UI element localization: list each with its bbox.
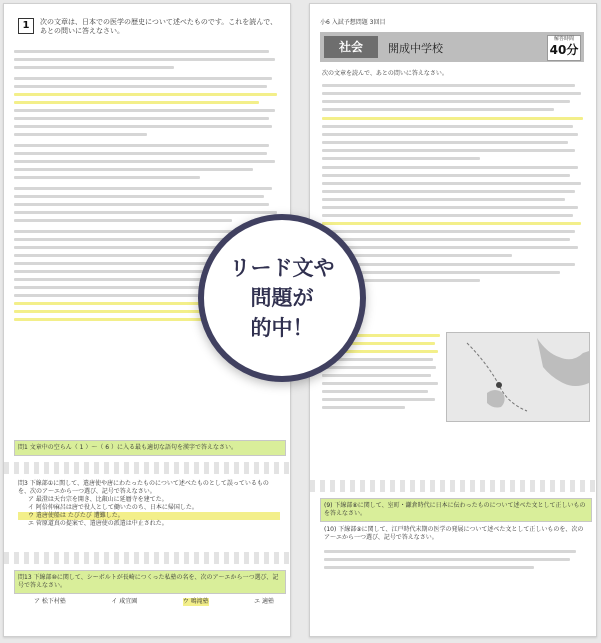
- time-box: [547, 35, 581, 61]
- choice-d: エ 適塾: [254, 598, 274, 605]
- time-value: 40分: [549, 43, 579, 57]
- test-header-label: 小6 入試予想問題 3回目: [320, 19, 386, 26]
- subject-label: 社会: [324, 36, 378, 58]
- choice-c: ウ 鳴滝塾: [182, 598, 209, 605]
- highlight-bubble: [198, 214, 366, 382]
- page-break: [4, 462, 290, 474]
- subject-header: [320, 32, 584, 62]
- page-break: [4, 552, 290, 564]
- bottom-subquestion: (10) 下線部⑨に関して、江戸時代末期の医学の発展について述べた文として正しいものを、次のア～エから一つ選び、記号で答えなさい。: [324, 526, 584, 541]
- bubble-line-1: リード文や: [229, 256, 335, 280]
- right-passage-body: [322, 84, 586, 287]
- time-label: 解答時間: [553, 36, 574, 42]
- bottom-question: (9) 下線部⑧に関して、室町・鎌倉時代に日本に伝わったものについて述べた文として正しいものを答えなさい。: [320, 498, 592, 522]
- answer-choices: [34, 598, 274, 606]
- choice-a: ア 松下村塾: [34, 598, 66, 605]
- lead-text: 次の文章は、日本での医学の歴史について述べたものです。これを読んで、あとの問いに答えなさい。: [40, 18, 278, 35]
- subquestion-13: 問13 下線部⑩に関して、シーボルトが長崎につくった私塾の名を、次のア～エから一つ選び、記号で答えなさい。: [14, 570, 286, 594]
- bottom-lines: [324, 550, 586, 574]
- q1-lead: 次の文章を読んで、あとの問いに答えなさい。: [322, 70, 448, 77]
- choice-b: イ 咸宜園: [111, 598, 138, 605]
- bubble-line-3: 的中！: [250, 316, 314, 340]
- page-break: [310, 480, 596, 492]
- bubble-line-2: 問題が: [250, 286, 314, 310]
- school-name: 開成中学校: [388, 42, 443, 55]
- subquestion-1: 問1 文章中の空らん（ 1 ）～（ 6 ）に入る最も適切な語句を漢字で答えなさい。: [14, 440, 286, 456]
- subquestion-3: 問3 下線部①に関して、遣唐使や唐にわたったものについて述べたものとして誤っているものを、次のア～エから一つ選び、記号で答えなさい。 ア 最澄は天台宗を開き、比叡山に延暦寺を建てた。 イ 阿倍仲麻呂は唐で役人として働いたのち、日本に帰国した。 ウ 遣唐使船は たびたび 遭難した。 エ 菅原道真の提案で、遣唐使の派遣は中止された。: [18, 480, 280, 528]
- map-figure: [446, 332, 590, 422]
- question-number: 1: [18, 18, 34, 34]
